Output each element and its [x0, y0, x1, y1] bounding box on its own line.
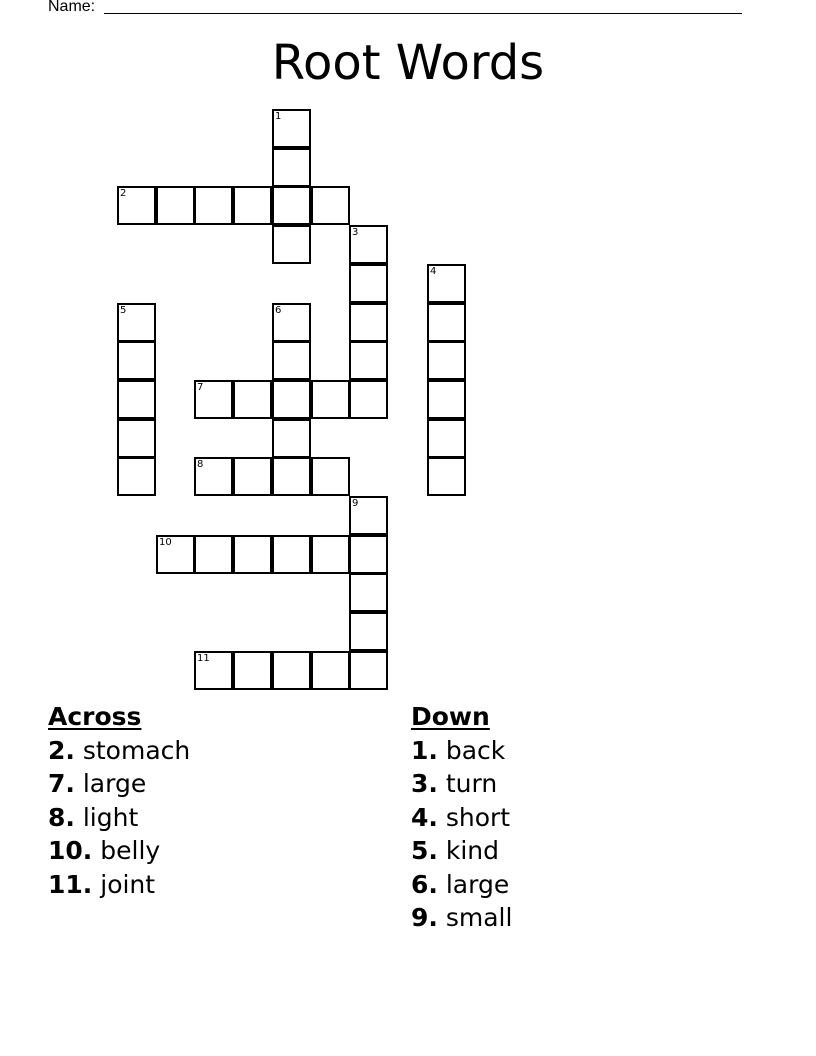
grid-cell[interactable]	[272, 651, 311, 690]
clue-text: large	[82, 769, 147, 798]
grid-cell[interactable]	[349, 573, 388, 612]
clue-text: short	[445, 802, 511, 832]
down-clue	[411, 801, 751, 835]
cell-number: 4	[430, 266, 437, 277]
grid-cell[interactable]	[194, 457, 233, 496]
cell-number: 7	[197, 382, 204, 393]
grid-cell[interactable]	[272, 341, 311, 380]
name-label: Name:	[48, 0, 99, 17]
grid-cell[interactable]	[311, 535, 350, 574]
cell-number: 6	[275, 305, 282, 316]
grid-cell[interactable]	[117, 186, 156, 225]
across-clue	[48, 868, 388, 902]
clue-number: 5.	[411, 836, 438, 865]
clue-number: 8.	[48, 802, 75, 832]
grid-cell[interactable]	[272, 457, 311, 496]
grid-cell[interactable]	[194, 651, 233, 690]
grid-cell[interactable]	[233, 535, 272, 574]
down-clue	[411, 834, 751, 868]
grid-cell[interactable]	[233, 457, 272, 496]
clue-number: 9.	[411, 903, 438, 932]
grid-cell[interactable]	[117, 457, 156, 496]
across-clue	[48, 801, 388, 835]
grid-cell[interactable]	[117, 303, 156, 342]
cell-number: 10	[159, 537, 172, 548]
grid-cell[interactable]	[233, 186, 272, 225]
grid-cell[interactable]	[427, 303, 466, 342]
cell-number: 5	[120, 305, 127, 316]
cell-number: 3	[352, 227, 359, 238]
across-clue	[48, 767, 388, 801]
page-title: Root Words	[271, 35, 545, 91]
grid-cell[interactable]	[156, 535, 195, 574]
across-clues	[48, 700, 388, 901]
clue-number: 3.	[411, 769, 438, 798]
grid-cell[interactable]	[117, 419, 156, 458]
down-clue	[411, 734, 751, 768]
grid-cell[interactable]	[117, 341, 156, 380]
grid-cell[interactable]	[272, 225, 311, 264]
clue-text: small	[445, 903, 513, 932]
grid-cell[interactable]	[427, 457, 466, 496]
grid-cell[interactable]	[272, 109, 311, 148]
grid-cell[interactable]	[349, 612, 388, 651]
grid-cell[interactable]	[311, 651, 350, 690]
across-heading: Across	[48, 702, 142, 731]
grid-cell[interactable]	[311, 457, 350, 496]
grid-cell[interactable]	[349, 535, 388, 574]
cell-number: 8	[197, 459, 204, 470]
cell-number: 11	[197, 653, 210, 664]
grid-cell[interactable]	[349, 380, 388, 419]
clue-number: 11.	[48, 869, 93, 899]
grid-cell[interactable]	[194, 380, 233, 419]
grid-cell[interactable]	[427, 380, 466, 419]
grid-cell[interactable]	[427, 341, 466, 380]
down-clue	[411, 868, 751, 902]
grid-cell[interactable]	[349, 496, 388, 535]
grid-cell[interactable]	[349, 303, 388, 342]
grid-cell[interactable]	[349, 651, 388, 690]
clue-text: large	[445, 869, 510, 899]
cell-number: 9	[352, 498, 359, 509]
grid-cell[interactable]	[349, 225, 388, 264]
grid-cell[interactable]	[272, 419, 311, 458]
name-field[interactable]	[48, 0, 742, 17]
clue-text: light	[82, 802, 139, 832]
down-clue	[411, 767, 751, 801]
cell-number: 1	[275, 111, 282, 122]
clue-text: belly	[100, 836, 161, 865]
clue-number: 2.	[48, 735, 75, 765]
grid-cell[interactable]	[272, 380, 311, 419]
grid-cell[interactable]	[156, 186, 195, 225]
grid-cell[interactable]	[272, 535, 311, 574]
grid-cell[interactable]	[272, 303, 311, 342]
down-heading: Down	[411, 702, 490, 731]
down-clue	[411, 901, 751, 935]
clue-number: 6.	[411, 869, 438, 899]
grid-cell[interactable]	[194, 186, 233, 225]
clue-number: 1.	[411, 735, 438, 765]
name-underline[interactable]	[104, 13, 742, 14]
grid-cell[interactable]	[272, 186, 311, 225]
grid-cell[interactable]	[233, 380, 272, 419]
clue-text: turn	[445, 769, 498, 798]
across-clue-list	[48, 734, 388, 902]
clue-text: stomach	[82, 735, 191, 765]
cell-number: 2	[120, 188, 127, 199]
clue-number: 4.	[411, 802, 438, 832]
down-clue-list	[411, 734, 751, 935]
grid-cell[interactable]	[272, 148, 311, 187]
clue-text: kind	[445, 836, 499, 865]
grid-cell[interactable]	[233, 651, 272, 690]
grid-cell[interactable]	[311, 186, 350, 225]
clue-number: 7.	[48, 769, 75, 798]
across-clue	[48, 834, 388, 868]
clue-text: back	[445, 735, 506, 765]
grid-cell[interactable]	[117, 380, 156, 419]
across-clue	[48, 734, 388, 768]
grid-cell[interactable]	[427, 264, 466, 303]
grid-cell[interactable]	[349, 341, 388, 380]
grid-cell[interactable]	[194, 535, 233, 574]
grid-cell[interactable]	[311, 380, 350, 419]
grid-cell[interactable]	[349, 264, 388, 303]
clue-number: 10.	[48, 836, 93, 865]
clue-text: joint	[100, 869, 156, 899]
grid-cell[interactable]	[427, 419, 466, 458]
down-clues	[411, 700, 751, 935]
